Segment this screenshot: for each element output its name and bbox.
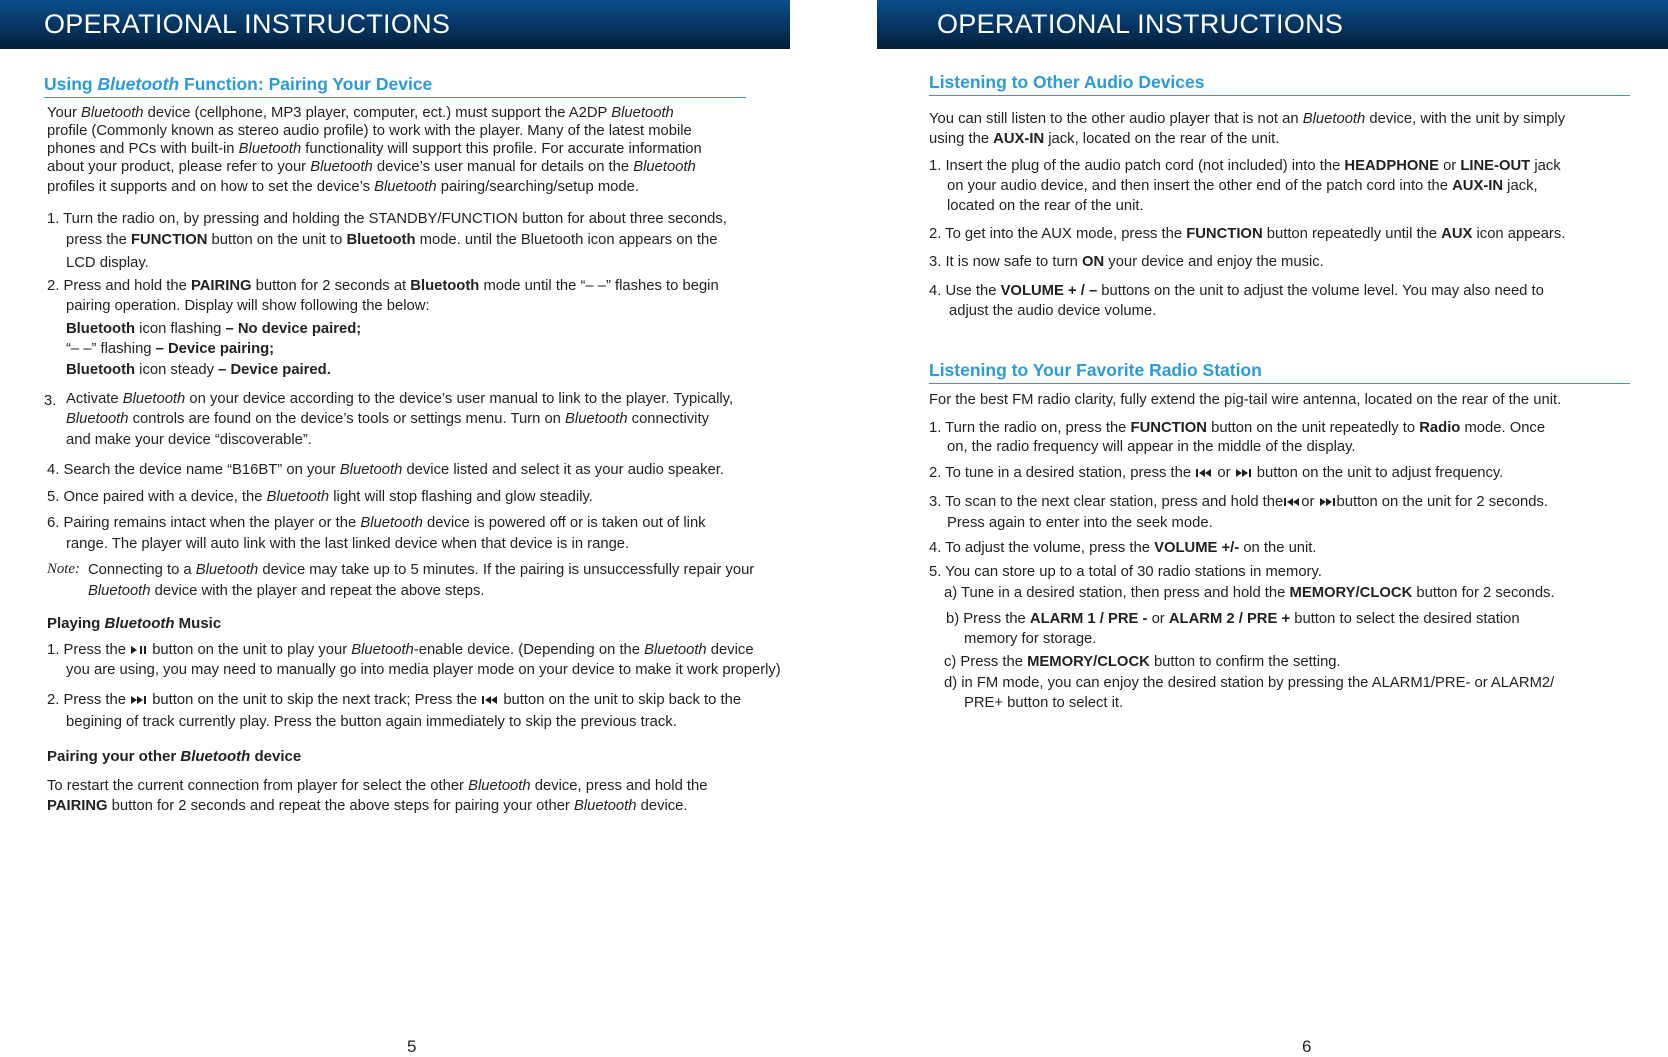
intro-line: Your Bluetooth device (cellphone, MP3 player, computer, ect.) must support the A2DP Bluetooth <box>47 105 674 121</box>
tune-down-icon <box>1195 468 1213 478</box>
page-right <box>834 0 1668 1057</box>
radio-step-2: 2. To tune in a desired station, press the or button on the unit to adjust frequency. <box>929 465 1504 481</box>
pairing-status-no-device: Bluetooth icon flashing – No device paired; <box>66 321 362 337</box>
scan-up-icon <box>1319 497 1337 507</box>
aux-step-1: 1. Insert the plug of the audio patch cord (not included) into the HEADPHONE or LINE-OUT jack <box>929 158 1561 174</box>
step-6: 6. Pairing remains intact when the player or the Bluetooth device is powered off or is taken out of link <box>47 515 706 531</box>
radio-step-3: 3. To scan to the next clear station, press and hold the or button on the unit for 2 seconds. <box>929 494 1548 510</box>
aux-intro-line2: using the AUX-IN jack, located on the rear of the unit. <box>929 131 1280 147</box>
tune-up-icon <box>1235 468 1253 478</box>
page-number: 6 <box>1302 1037 1312 1056</box>
pairing-status-pairing: “– –” flashing – Device pairing; <box>66 341 275 357</box>
section-title-pairing: Using Bluetooth Function: Pairing Your Device <box>44 74 746 98</box>
scan-down-icon <box>1283 497 1301 507</box>
radio-step-3-line2: Press again to enter into the seek mode. <box>947 515 1213 531</box>
skip-next-icon <box>130 695 148 705</box>
aux-step-3: 3. It is now safe to turn ON your device and enjoy the music. <box>929 254 1324 270</box>
header-title: OPERATIONAL INSTRUCTIONS <box>44 9 451 39</box>
step-3-number: 3. <box>44 393 57 409</box>
step-2-line2: pairing operation. Display will show following the below: <box>66 298 430 314</box>
aux-step-4: 4. Use the VOLUME + / – buttons on the unit to adjust the volume level. You may also need to <box>929 283 1544 299</box>
step-1-line3: LCD display. <box>66 255 149 271</box>
header-banner <box>877 0 1668 49</box>
step-1: 1. Turn the radio on, by pressing and holding the STANDBY/FUNCTION button for about three seconds, <box>47 211 727 227</box>
header-title: OPERATIONAL INSTRUCTIONS <box>937 9 1344 39</box>
radio-step-1-line2: on, the radio frequency will appear in the middle of the display. <box>947 439 1356 455</box>
intro-line: profile (Commonly known as stereo audio profile) to work with the player. Many of the latest mobile <box>47 123 692 139</box>
step-1-line2: press the FUNCTION button on the unit to Bluetooth mode. until the Bluetooth icon appears on the <box>66 232 718 248</box>
step-2: 2. Press and hold the PAIRING button for 2 seconds at Bluetooth mode until the “– –” flashes to begin <box>47 278 719 294</box>
pairing-other-text: To restart the current connection from player for select the other Bluetooth device, press and hold the <box>47 778 708 794</box>
step-3-line2: Bluetooth controls are found on the device’s tools or settings menu. Turn on Bluetooth connectivity <box>66 411 709 427</box>
step-3-line3: and make your device “discoverable”. <box>66 432 312 448</box>
intro-line: phones and PCs with built-in Bluetooth functionality will support this profile. For accurate information <box>47 141 702 157</box>
radio-step-1: 1. Turn the radio on, press the FUNCTION button on the unit repeatedly to Radio mode. Once <box>929 420 1546 436</box>
aux-intro: You can still listen to the other audio player that is not an Bluetooth device, with the unit by simply <box>929 111 1566 127</box>
playing-step-1-line2: you are using, you may need to manually go into media player mode on your device to make it work properly) <box>66 662 781 678</box>
radio-step-5d: d) in FM mode, you can enjoy the desired station by pressing the ALARM1/PRE- or ALARM2/ <box>944 675 1555 691</box>
radio-intro: For the best FM radio clarity, fully extend the pig-tail wire antenna, located on the rear of the unit. <box>929 392 1562 408</box>
note-label: Note: <box>47 561 80 577</box>
play-pause-icon <box>130 645 148 655</box>
section-title-aux: Listening to Other Audio Devices <box>929 72 1630 96</box>
playing-step-2-line2: begining of track currently play. Press the button again immediately to skip the previous track. <box>66 714 677 730</box>
header-banner <box>0 0 790 49</box>
playing-step-2: 2. Press the button on the unit to skip the next track; Press the button on the unit to skip back to the <box>47 692 742 708</box>
section-title-radio: Listening to Your Favorite Radio Station <box>929 360 1630 384</box>
page-number: 5 <box>407 1037 417 1056</box>
radio-step-5b: b) Press the ALARM 1 / PRE - or ALARM 2 / PRE + button to select the desired station <box>946 611 1520 627</box>
step-4: 4. Search the device name “B16BT” on your Bluetooth device listed and select it as your audio speaker. <box>47 462 724 478</box>
step-3: Activate Bluetooth on your device according to the device’s user manual to link to the player. Typically, <box>66 391 734 407</box>
intro-line: about your product, please refer to your Bluetooth device’s user manual for details on the Bluetooth <box>47 159 696 175</box>
playing-step-1: 1. Press the button on the unit to play your Bluetooth-enable device. (Depending on the Bluetooth device <box>47 642 754 658</box>
pairing-status-paired: Bluetooth icon steady – Device paired. <box>66 362 331 378</box>
skip-previous-icon <box>481 695 499 705</box>
pairing-other-text-line2: PAIRING button for 2 seconds and repeat the above steps for pairing your other Bluetooth device. <box>47 798 688 814</box>
aux-step-2: 2. To get into the AUX mode, press the FUNCTION button repeatedly until the AUX icon appears. <box>929 226 1566 242</box>
subheading-playing-music: Playing Bluetooth Music <box>47 615 222 632</box>
aux-step-1-line2: on your audio device, and then insert the other end of the patch cord into the AUX-IN jack, <box>947 178 1538 194</box>
radio-step-4: 4. To adjust the volume, press the VOLUME +/- on the unit. <box>929 540 1317 556</box>
step-6-line2: range. The player will auto link with the last linked device when that device is in range. <box>66 536 630 552</box>
aux-step-1-line3: located on the rear of the unit. <box>947 198 1144 214</box>
radio-step-5a: a) Tune in a desired station, then press and hold the MEMORY/CLOCK button for 2 seconds. <box>944 585 1555 601</box>
step-5: 5. Once paired with a device, the Bluetooth light will stop flashing and glow steadily. <box>47 489 593 505</box>
note-text: Connecting to a Bluetooth device may take up to 5 minutes. If the pairing is unsuccessfully repair your <box>88 562 755 578</box>
aux-step-4-line2: adjust the audio device volume. <box>949 303 1157 319</box>
subheading-pairing-other: Pairing your other Bluetooth device <box>47 748 302 765</box>
radio-step-5b-line2: memory for storage. <box>964 631 1097 647</box>
radio-step-5: 5. You can store up to a total of 30 radio stations in memory. <box>929 564 1322 580</box>
note-text-line2: Bluetooth device with the player and repeat the above steps. <box>88 583 485 599</box>
radio-step-5d-line2: PRE+ button to select it. <box>964 695 1124 711</box>
radio-step-5c: c) Press the MEMORY/CLOCK button to confirm the setting. <box>944 654 1341 670</box>
intro-line: profiles it supports and on how to set the device’s Bluetooth pairing/searching/setup mode. <box>47 179 639 195</box>
